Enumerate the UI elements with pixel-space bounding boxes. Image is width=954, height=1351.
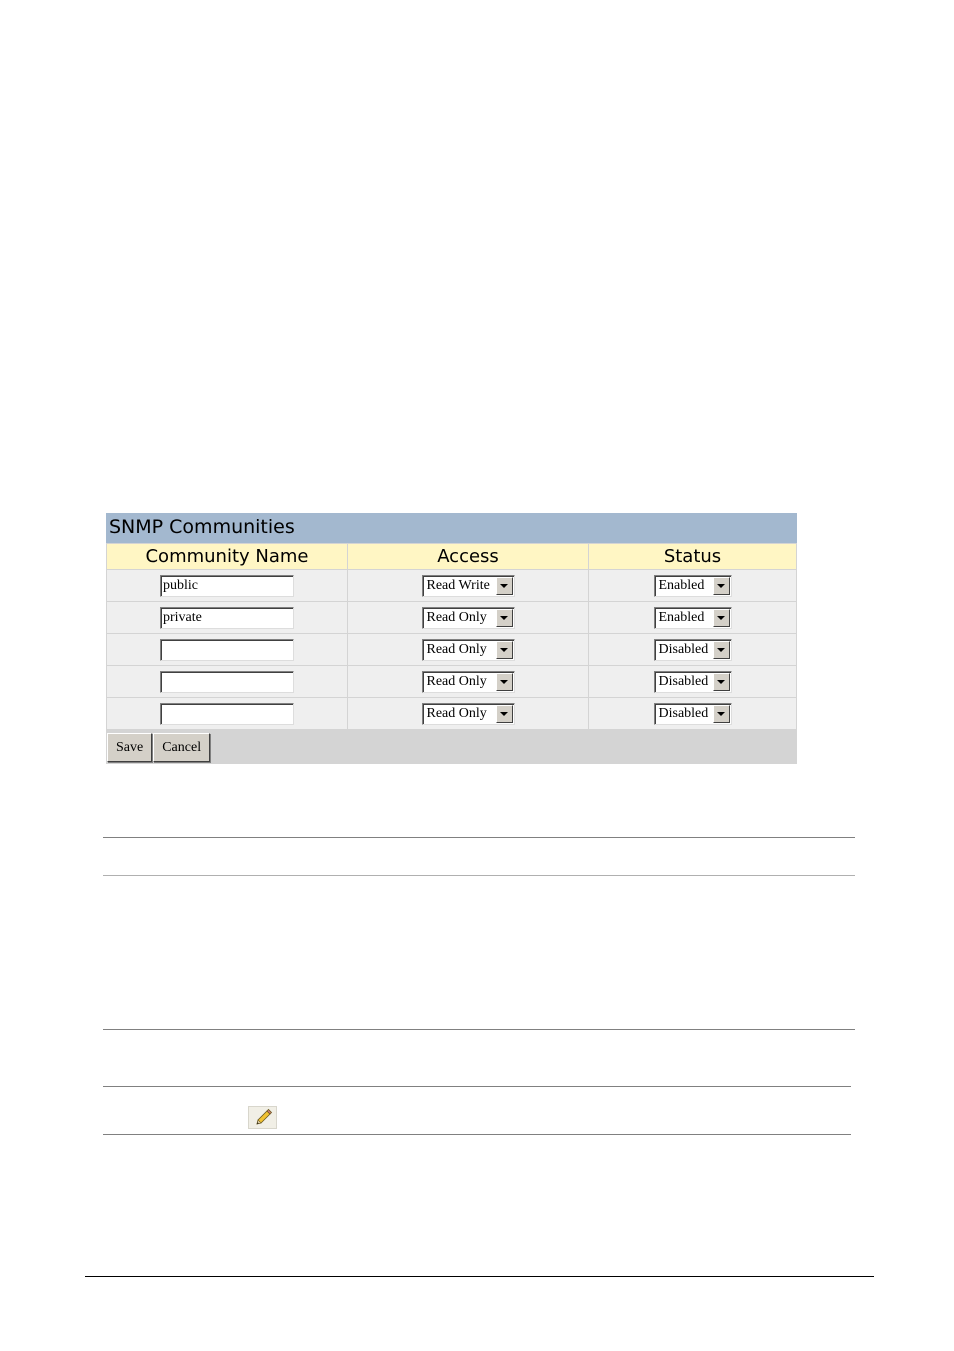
- divider: [103, 875, 855, 876]
- chevron-down-icon[interactable]: [496, 609, 513, 627]
- column-header-community-name: Community Name: [107, 544, 347, 569]
- access-select[interactable]: [422, 639, 515, 661]
- divider: [103, 1029, 855, 1030]
- access-cell: [348, 570, 588, 601]
- community-name-input[interactable]: [160, 703, 294, 725]
- name-cell: [107, 634, 347, 665]
- table-row: [107, 698, 796, 729]
- chevron-down-icon[interactable]: [713, 609, 730, 627]
- panel-title: SNMP Communities: [106, 513, 797, 543]
- access-select[interactable]: [422, 607, 515, 629]
- access-cell: [348, 634, 588, 665]
- table-row: [107, 570, 796, 601]
- access-select[interactable]: [422, 671, 515, 693]
- access-cell: [348, 602, 588, 633]
- access-select[interactable]: [422, 703, 515, 725]
- access-value: Read Only: [426, 609, 487, 625]
- community-name-input[interactable]: [160, 575, 294, 597]
- chevron-down-icon[interactable]: [496, 641, 513, 659]
- status-cell: [589, 666, 796, 697]
- communities-table: [106, 543, 797, 730]
- access-select[interactable]: [422, 575, 515, 597]
- name-cell: [107, 570, 347, 601]
- status-select[interactable]: [654, 671, 732, 693]
- status-value: Disabled: [658, 673, 709, 689]
- table-row: [107, 634, 796, 665]
- status-cell: [589, 570, 796, 601]
- chevron-down-icon[interactable]: [713, 641, 730, 659]
- column-header-status: Status: [589, 544, 796, 569]
- name-cell: [107, 698, 347, 729]
- button-bar: [107, 733, 211, 762]
- table-row: [107, 666, 796, 697]
- access-value: Read Only: [426, 641, 487, 657]
- status-cell: [589, 602, 796, 633]
- save-button[interactable]: Save: [107, 733, 152, 762]
- access-value: Read Only: [426, 705, 487, 721]
- chevron-down-icon[interactable]: [713, 705, 730, 723]
- chevron-down-icon[interactable]: [713, 673, 730, 691]
- column-header-access: Access: [348, 544, 588, 569]
- table-row: [107, 602, 796, 633]
- header-row: [107, 544, 796, 569]
- community-name-input[interactable]: [160, 607, 294, 629]
- pencil-icon: [248, 1106, 277, 1129]
- chevron-down-icon[interactable]: [496, 705, 513, 723]
- status-select[interactable]: [654, 575, 732, 597]
- name-cell: [107, 666, 347, 697]
- footer-divider: [85, 1276, 874, 1277]
- divider: [103, 837, 855, 838]
- status-select[interactable]: [654, 607, 732, 629]
- chevron-down-icon[interactable]: [713, 577, 730, 595]
- status-cell: [589, 634, 796, 665]
- chevron-down-icon[interactable]: [496, 673, 513, 691]
- divider: [103, 1134, 851, 1135]
- cancel-button[interactable]: Cancel: [153, 733, 210, 762]
- status-select[interactable]: [654, 703, 732, 725]
- status-value: Disabled: [658, 641, 709, 657]
- divider: [103, 1086, 851, 1087]
- status-cell: [589, 698, 796, 729]
- community-name-input[interactable]: [160, 639, 294, 661]
- snmp-communities-panel: [106, 513, 797, 764]
- name-cell: [107, 602, 347, 633]
- chevron-down-icon[interactable]: [496, 577, 513, 595]
- status-value: Disabled: [658, 705, 709, 721]
- status-select[interactable]: [654, 639, 732, 661]
- access-cell: [348, 666, 588, 697]
- status-value: Enabled: [658, 577, 705, 593]
- access-value: Read Write: [426, 577, 490, 593]
- status-value: Enabled: [658, 609, 705, 625]
- community-name-input[interactable]: [160, 671, 294, 693]
- access-value: Read Only: [426, 673, 487, 689]
- access-cell: [348, 698, 588, 729]
